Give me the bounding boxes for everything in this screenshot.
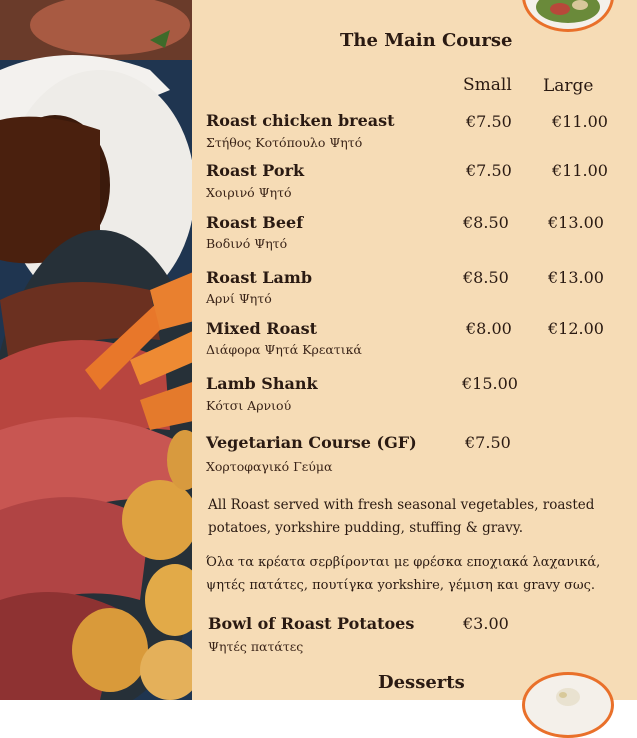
section-title-main-course: The Main Course xyxy=(340,30,513,51)
serving-note-english xyxy=(208,494,628,540)
column-header-large: Large xyxy=(543,76,594,96)
price-small: €8.00 xyxy=(466,319,512,338)
menu-item-greek: Αρνί Ψητό xyxy=(206,291,272,306)
menu-item-greek: Χοιρινό Ψητό xyxy=(206,185,292,200)
price-large: €12.00 xyxy=(548,319,604,338)
price-small: €7.50 xyxy=(465,433,511,452)
price-small: €7.50 xyxy=(466,112,512,131)
menu-item-greek: Διάφορα Ψητά Κρεατικά xyxy=(206,342,362,357)
plate-photo-bottom xyxy=(522,672,614,738)
section-title-desserts: Desserts xyxy=(378,672,465,693)
menu-item-name: Roast Pork xyxy=(206,161,305,180)
menu-item-name: Bowl of Roast Potatoes xyxy=(208,614,415,633)
menu-item-name: Vegetarian Course (GF) xyxy=(206,433,417,452)
menu-item-greek: Κότσι Αρνιού xyxy=(206,398,292,413)
note-line: Όλα τα κρέατα σερβίρονται με φρέσκα εποχιακά λαχανικά, xyxy=(206,555,601,570)
menu-item-name: Mixed Roast xyxy=(206,319,317,338)
menu-item-name: Roast Beef xyxy=(206,213,304,232)
note-line: potatoes, yorkshire pudding, stuffing & gravy. xyxy=(208,520,524,536)
menu-item-name: Roast Lamb xyxy=(206,268,313,287)
menu-item-greek: Χορτοφαγικό Γεύμα xyxy=(206,459,333,474)
price-small: €15.00 xyxy=(462,374,518,393)
menu-item-name: Roast chicken breast xyxy=(206,111,395,130)
price-small: €3.00 xyxy=(463,614,509,633)
menu-item-greek: Ψητές πατάτες xyxy=(208,639,304,654)
menu-item-greek: Στήθος Κοτόπουλο Ψητό xyxy=(206,135,363,150)
price-small: €8.50 xyxy=(463,268,509,287)
price-large: €13.00 xyxy=(548,268,604,287)
note-line: All Roast served with fresh seasonal vegetables, roasted xyxy=(208,497,595,513)
menu-item-greek: Βοδινό Ψητό xyxy=(206,236,288,251)
note-line: ψητές πατάτες, πουτίγκα yorkshire, γέμιση και gravy σως. xyxy=(206,578,596,593)
menu-item-name: Lamb Shank xyxy=(206,374,318,393)
price-large: €13.00 xyxy=(548,213,604,232)
column-header-small: Small xyxy=(463,75,512,95)
roast-dinner-photo xyxy=(0,0,200,700)
price-small: €8.50 xyxy=(463,213,509,232)
price-small: €7.50 xyxy=(466,161,512,180)
price-large: €11.00 xyxy=(552,161,608,180)
price-large: €11.00 xyxy=(552,112,608,131)
serving-note-greek xyxy=(206,551,631,597)
